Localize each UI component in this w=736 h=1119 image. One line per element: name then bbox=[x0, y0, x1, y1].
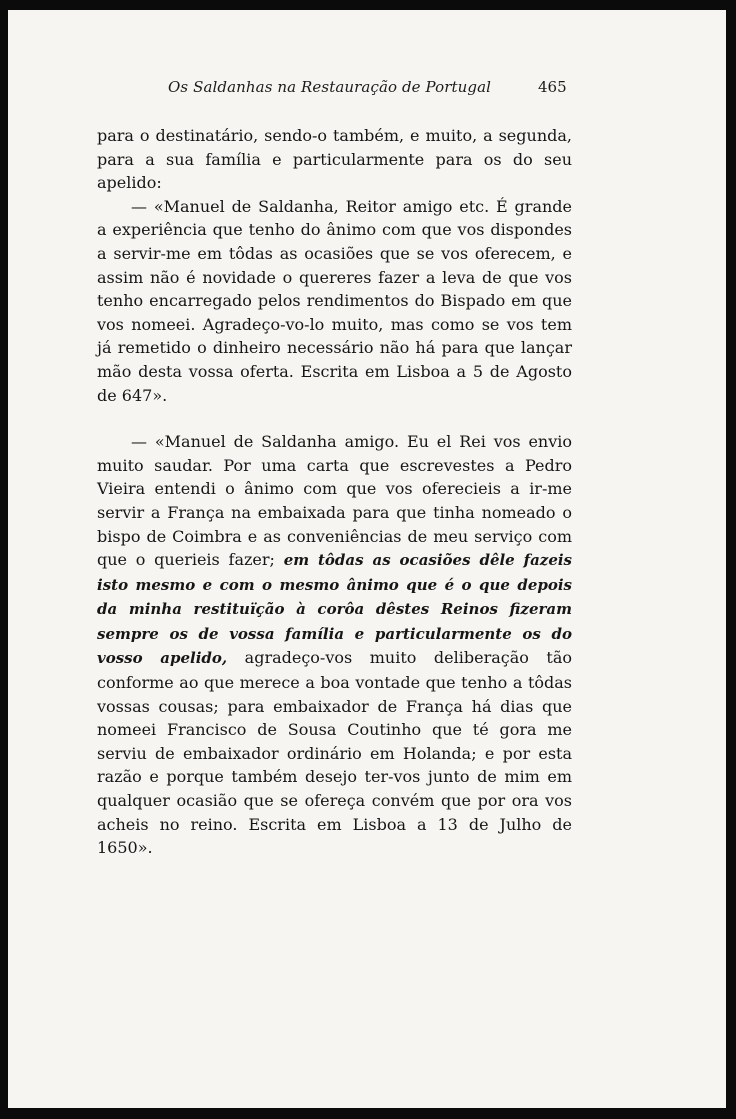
body-text bbox=[97, 124, 572, 860]
page-number: 465 bbox=[538, 78, 567, 96]
paragraph-3-letter-1650 bbox=[97, 430, 572, 860]
book-page bbox=[8, 10, 726, 1108]
paragraph-1: para o destinatário, sendo-o também, e muito, a segunda, para a sua família e particularmente para os do seu apelido: bbox=[97, 126, 572, 193]
paragraph-3-text-start: — «Manuel de Saldanha amigo. Eu el Rei vos envio muito saudar. Por uma carta que escrevestes a Pedro Vieira entendi o ânimo com que vos oferecieis a ir-me servir a França na embaixada para que tinha nomeado o bispo de Coimbra e as conveniências de meu serviço com que o querieis fazer; bbox=[97, 432, 572, 570]
page-header bbox=[8, 78, 726, 104]
paragraph-2-letter-1647: — «Manuel de Saldanha, Reitor amigo etc. É grande a experiência que tenho do ânimo com que vos dispondes a servir-me em tôdas as ocasiões que se vos oferecem, e assim não é novidade o quereres fazer a leva de que vos tenho encarregado pelos rendimentos do Bispado em que vos nomeei. Agradeço-vo-lo muito, mas como se vos tem já remetido o dinheiro necessário não há para que lançar mão desta vossa oferta. Escrita em Lisboa a 5 de Agosto de 647». bbox=[97, 196, 572, 405]
paragraph-3-text-end: agradeço-vos muito deliberação tão conforme ao que merece a boa vontade que tenho a tôdas vossas cousas; para embaixador de França há dias que nomeei Francisco de Sousa Coutinho que té gora me serviu de embaixador ordinário em Holanda; e por esta razão e porque também desejo ter-vos junto de mim em qualquer ocasião que se ofereça convém que por ora vos acheis no reino. Escrita em Lisboa a 13 de Julho de 1650». bbox=[97, 648, 573, 858]
running-title: Os Saldanhas na Restauração de Portugal bbox=[168, 78, 492, 96]
paragraph-3-italic-passage: em tôdas as ocasiões dêle fazeis isto mesmo e com o mesmo ânimo que é o que depois da minha restituïção à corôa dêstes Reinos fizeram sempre os de vossa família e particularmente os do vosso apelido, bbox=[97, 551, 573, 668]
